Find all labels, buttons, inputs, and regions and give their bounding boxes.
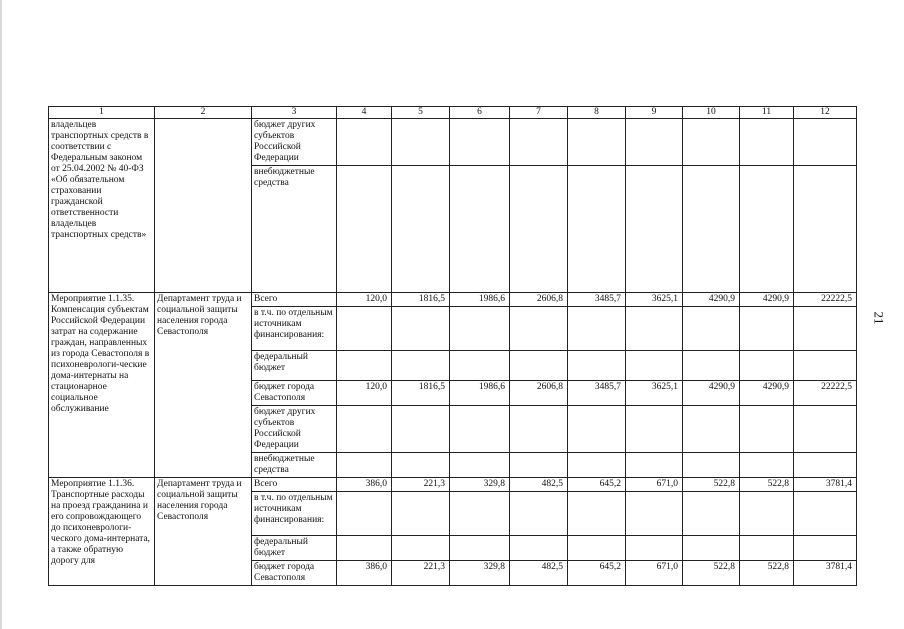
value-cell bbox=[568, 166, 626, 293]
table-row bbox=[49, 478, 857, 492]
measure-description-cell: Мероприятие 1.1.35. Компенсация субъектам Российской Федерации затрат на содержание граждан, направленных из города Севастополя в психоневрологи-ческие дома-интернаты на стационарное социальное обслуживание bbox=[49, 293, 155, 478]
value-cell: 221,3 bbox=[392, 478, 450, 492]
value-cell: 3625,1 bbox=[626, 381, 683, 406]
value-cell bbox=[392, 307, 450, 351]
value-cell bbox=[740, 119, 794, 166]
value-cell bbox=[794, 492, 857, 536]
value-cell: 4290,9 bbox=[740, 293, 794, 307]
value-cell: 2606,8 bbox=[510, 381, 568, 406]
value-cell bbox=[794, 166, 857, 293]
value-cell: 4290,9 bbox=[683, 381, 740, 406]
value-cell bbox=[510, 536, 568, 561]
value-cell bbox=[568, 536, 626, 561]
funding-source-cell: внебюджетные средства bbox=[252, 453, 337, 478]
value-cell bbox=[337, 307, 392, 351]
value-cell bbox=[683, 406, 740, 453]
value-cell: 3781,4 bbox=[794, 478, 857, 492]
value-cell bbox=[337, 166, 392, 293]
value-cell: 120,0 bbox=[337, 293, 392, 307]
executor-cell: Департамент труда и социальной защиты населения города Севастополя bbox=[155, 478, 252, 586]
value-cell: 329,8 bbox=[450, 561, 510, 586]
value-cell: 329,8 bbox=[450, 478, 510, 492]
budget-table bbox=[48, 106, 857, 586]
value-cell: 22222,5 bbox=[794, 293, 857, 307]
value-cell bbox=[626, 166, 683, 293]
value-cell bbox=[510, 119, 568, 166]
value-cell bbox=[568, 351, 626, 381]
value-cell bbox=[683, 492, 740, 536]
value-cell bbox=[337, 406, 392, 453]
value-cell bbox=[510, 453, 568, 478]
value-cell bbox=[683, 307, 740, 351]
value-cell: 522,8 bbox=[683, 478, 740, 492]
column-number-cell: 2 bbox=[155, 107, 252, 119]
measure-description-cell: Мероприятие 1.1.36. Транспортные расходы на проезд гражданина и его сопровождающего до психоневрологи-ческого дома-интерната, а также обратную дорогу для bbox=[49, 478, 155, 586]
value-cell bbox=[740, 492, 794, 536]
value-cell: 3485,7 bbox=[568, 293, 626, 307]
executor-cell bbox=[155, 119, 252, 293]
value-cell bbox=[337, 536, 392, 561]
value-cell bbox=[626, 536, 683, 561]
funding-source-cell: бюджет других субъектов Российской Федерации bbox=[252, 406, 337, 453]
executor-cell: Департамент труда и социальной защиты населения города Севастополя bbox=[155, 293, 252, 478]
value-cell bbox=[450, 119, 510, 166]
value-cell bbox=[392, 492, 450, 536]
value-cell bbox=[510, 351, 568, 381]
value-cell bbox=[568, 453, 626, 478]
value-cell bbox=[794, 119, 857, 166]
value-cell bbox=[626, 453, 683, 478]
value-cell bbox=[683, 453, 740, 478]
value-cell bbox=[740, 307, 794, 351]
value-cell bbox=[740, 351, 794, 381]
column-number-cell: 4 bbox=[337, 107, 392, 119]
value-cell bbox=[392, 406, 450, 453]
value-cell: 671,0 bbox=[626, 478, 683, 492]
value-cell: 4290,9 bbox=[740, 381, 794, 406]
value-cell bbox=[794, 536, 857, 561]
value-cell bbox=[450, 492, 510, 536]
value-cell: 671,0 bbox=[626, 561, 683, 586]
value-cell bbox=[450, 453, 510, 478]
value-cell: 482,5 bbox=[510, 561, 568, 586]
value-cell bbox=[450, 307, 510, 351]
value-cell bbox=[510, 492, 568, 536]
value-cell bbox=[794, 406, 857, 453]
value-cell: 522,8 bbox=[740, 478, 794, 492]
column-number-cell: 1 bbox=[49, 107, 155, 119]
value-cell bbox=[510, 406, 568, 453]
value-cell: 1816,5 bbox=[392, 381, 450, 406]
value-cell: 2606,8 bbox=[510, 293, 568, 307]
value-cell bbox=[740, 166, 794, 293]
column-number-cell: 3 bbox=[252, 107, 337, 119]
value-cell: 522,8 bbox=[683, 561, 740, 586]
value-cell: 482,5 bbox=[510, 478, 568, 492]
value-cell bbox=[337, 119, 392, 166]
table-row bbox=[49, 293, 857, 307]
value-cell bbox=[794, 351, 857, 381]
value-cell bbox=[568, 492, 626, 536]
value-cell: 4290,9 bbox=[683, 293, 740, 307]
value-cell: 1986,6 bbox=[450, 293, 510, 307]
funding-source-cell: в т.ч. по отдельным источникам финансирования: bbox=[252, 492, 337, 536]
funding-source-cell: в т.ч. по отдельным источникам финансирования: bbox=[252, 307, 337, 351]
funding-source-cell: федеральный бюджет bbox=[252, 536, 337, 561]
table-row bbox=[49, 119, 857, 166]
funding-source-cell: внебюджетные средства bbox=[252, 166, 337, 293]
column-number-cell: 5 bbox=[392, 107, 450, 119]
value-cell bbox=[392, 351, 450, 381]
value-cell bbox=[450, 166, 510, 293]
value-cell bbox=[683, 119, 740, 166]
value-cell bbox=[450, 536, 510, 561]
value-cell bbox=[568, 307, 626, 351]
value-cell bbox=[392, 119, 450, 166]
value-cell: 522,8 bbox=[740, 561, 794, 586]
column-number-cell: 7 bbox=[510, 107, 568, 119]
value-cell bbox=[392, 453, 450, 478]
value-cell: 386,0 bbox=[337, 561, 392, 586]
value-cell bbox=[740, 406, 794, 453]
value-cell: 3485,7 bbox=[568, 381, 626, 406]
funding-source-cell: Всего bbox=[252, 478, 337, 492]
table-body bbox=[49, 107, 857, 586]
value-cell: 1816,5 bbox=[392, 293, 450, 307]
value-cell bbox=[683, 351, 740, 381]
column-number-cell: 8 bbox=[568, 107, 626, 119]
column-number-cell: 12 bbox=[794, 107, 857, 119]
value-cell: 645,2 bbox=[568, 561, 626, 586]
column-number-cell: 11 bbox=[740, 107, 794, 119]
funding-source-cell: бюджет города Севастополя bbox=[252, 561, 337, 586]
value-cell bbox=[683, 536, 740, 561]
value-cell bbox=[510, 166, 568, 293]
funding-source-cell: федеральный бюджет bbox=[252, 351, 337, 381]
funding-source-cell: Всего bbox=[252, 293, 337, 307]
value-cell bbox=[740, 453, 794, 478]
value-cell bbox=[626, 119, 683, 166]
column-number-row bbox=[49, 107, 857, 119]
value-cell bbox=[337, 351, 392, 381]
value-cell bbox=[740, 536, 794, 561]
measure-description-cell: владельцев транспортных средств в соответствии с Федеральным законом от 25.04.2002 № 40-ФЗ «Об обязательном страховании гражданской ответственности владельцев транспортных средств» bbox=[49, 119, 155, 293]
value-cell: 3781,4 bbox=[794, 561, 857, 586]
value-cell bbox=[626, 351, 683, 381]
column-number-cell: 10 bbox=[683, 107, 740, 119]
value-cell bbox=[392, 536, 450, 561]
value-cell bbox=[794, 307, 857, 351]
value-cell bbox=[337, 453, 392, 478]
value-cell: 386,0 bbox=[337, 478, 392, 492]
value-cell bbox=[794, 453, 857, 478]
column-number-cell: 9 bbox=[626, 107, 683, 119]
page-number: 21 bbox=[871, 311, 887, 325]
value-cell bbox=[510, 307, 568, 351]
column-number-cell: 6 bbox=[450, 107, 510, 119]
value-cell bbox=[568, 406, 626, 453]
value-cell: 645,2 bbox=[568, 478, 626, 492]
funding-source-cell: бюджет других субъектов Российской Федерации bbox=[252, 119, 337, 166]
value-cell bbox=[450, 406, 510, 453]
value-cell: 120,0 bbox=[337, 381, 392, 406]
funding-source-cell: бюджет города Севастополя bbox=[252, 381, 337, 406]
value-cell bbox=[683, 166, 740, 293]
value-cell bbox=[392, 166, 450, 293]
value-cell: 22222,5 bbox=[794, 381, 857, 406]
value-cell bbox=[337, 492, 392, 536]
value-cell bbox=[568, 119, 626, 166]
value-cell bbox=[626, 406, 683, 453]
scan-edge bbox=[0, 0, 2, 629]
value-cell bbox=[626, 307, 683, 351]
value-cell bbox=[450, 351, 510, 381]
value-cell: 221,3 bbox=[392, 561, 450, 586]
value-cell: 3625,1 bbox=[626, 293, 683, 307]
value-cell bbox=[626, 492, 683, 536]
value-cell: 1986,6 bbox=[450, 381, 510, 406]
